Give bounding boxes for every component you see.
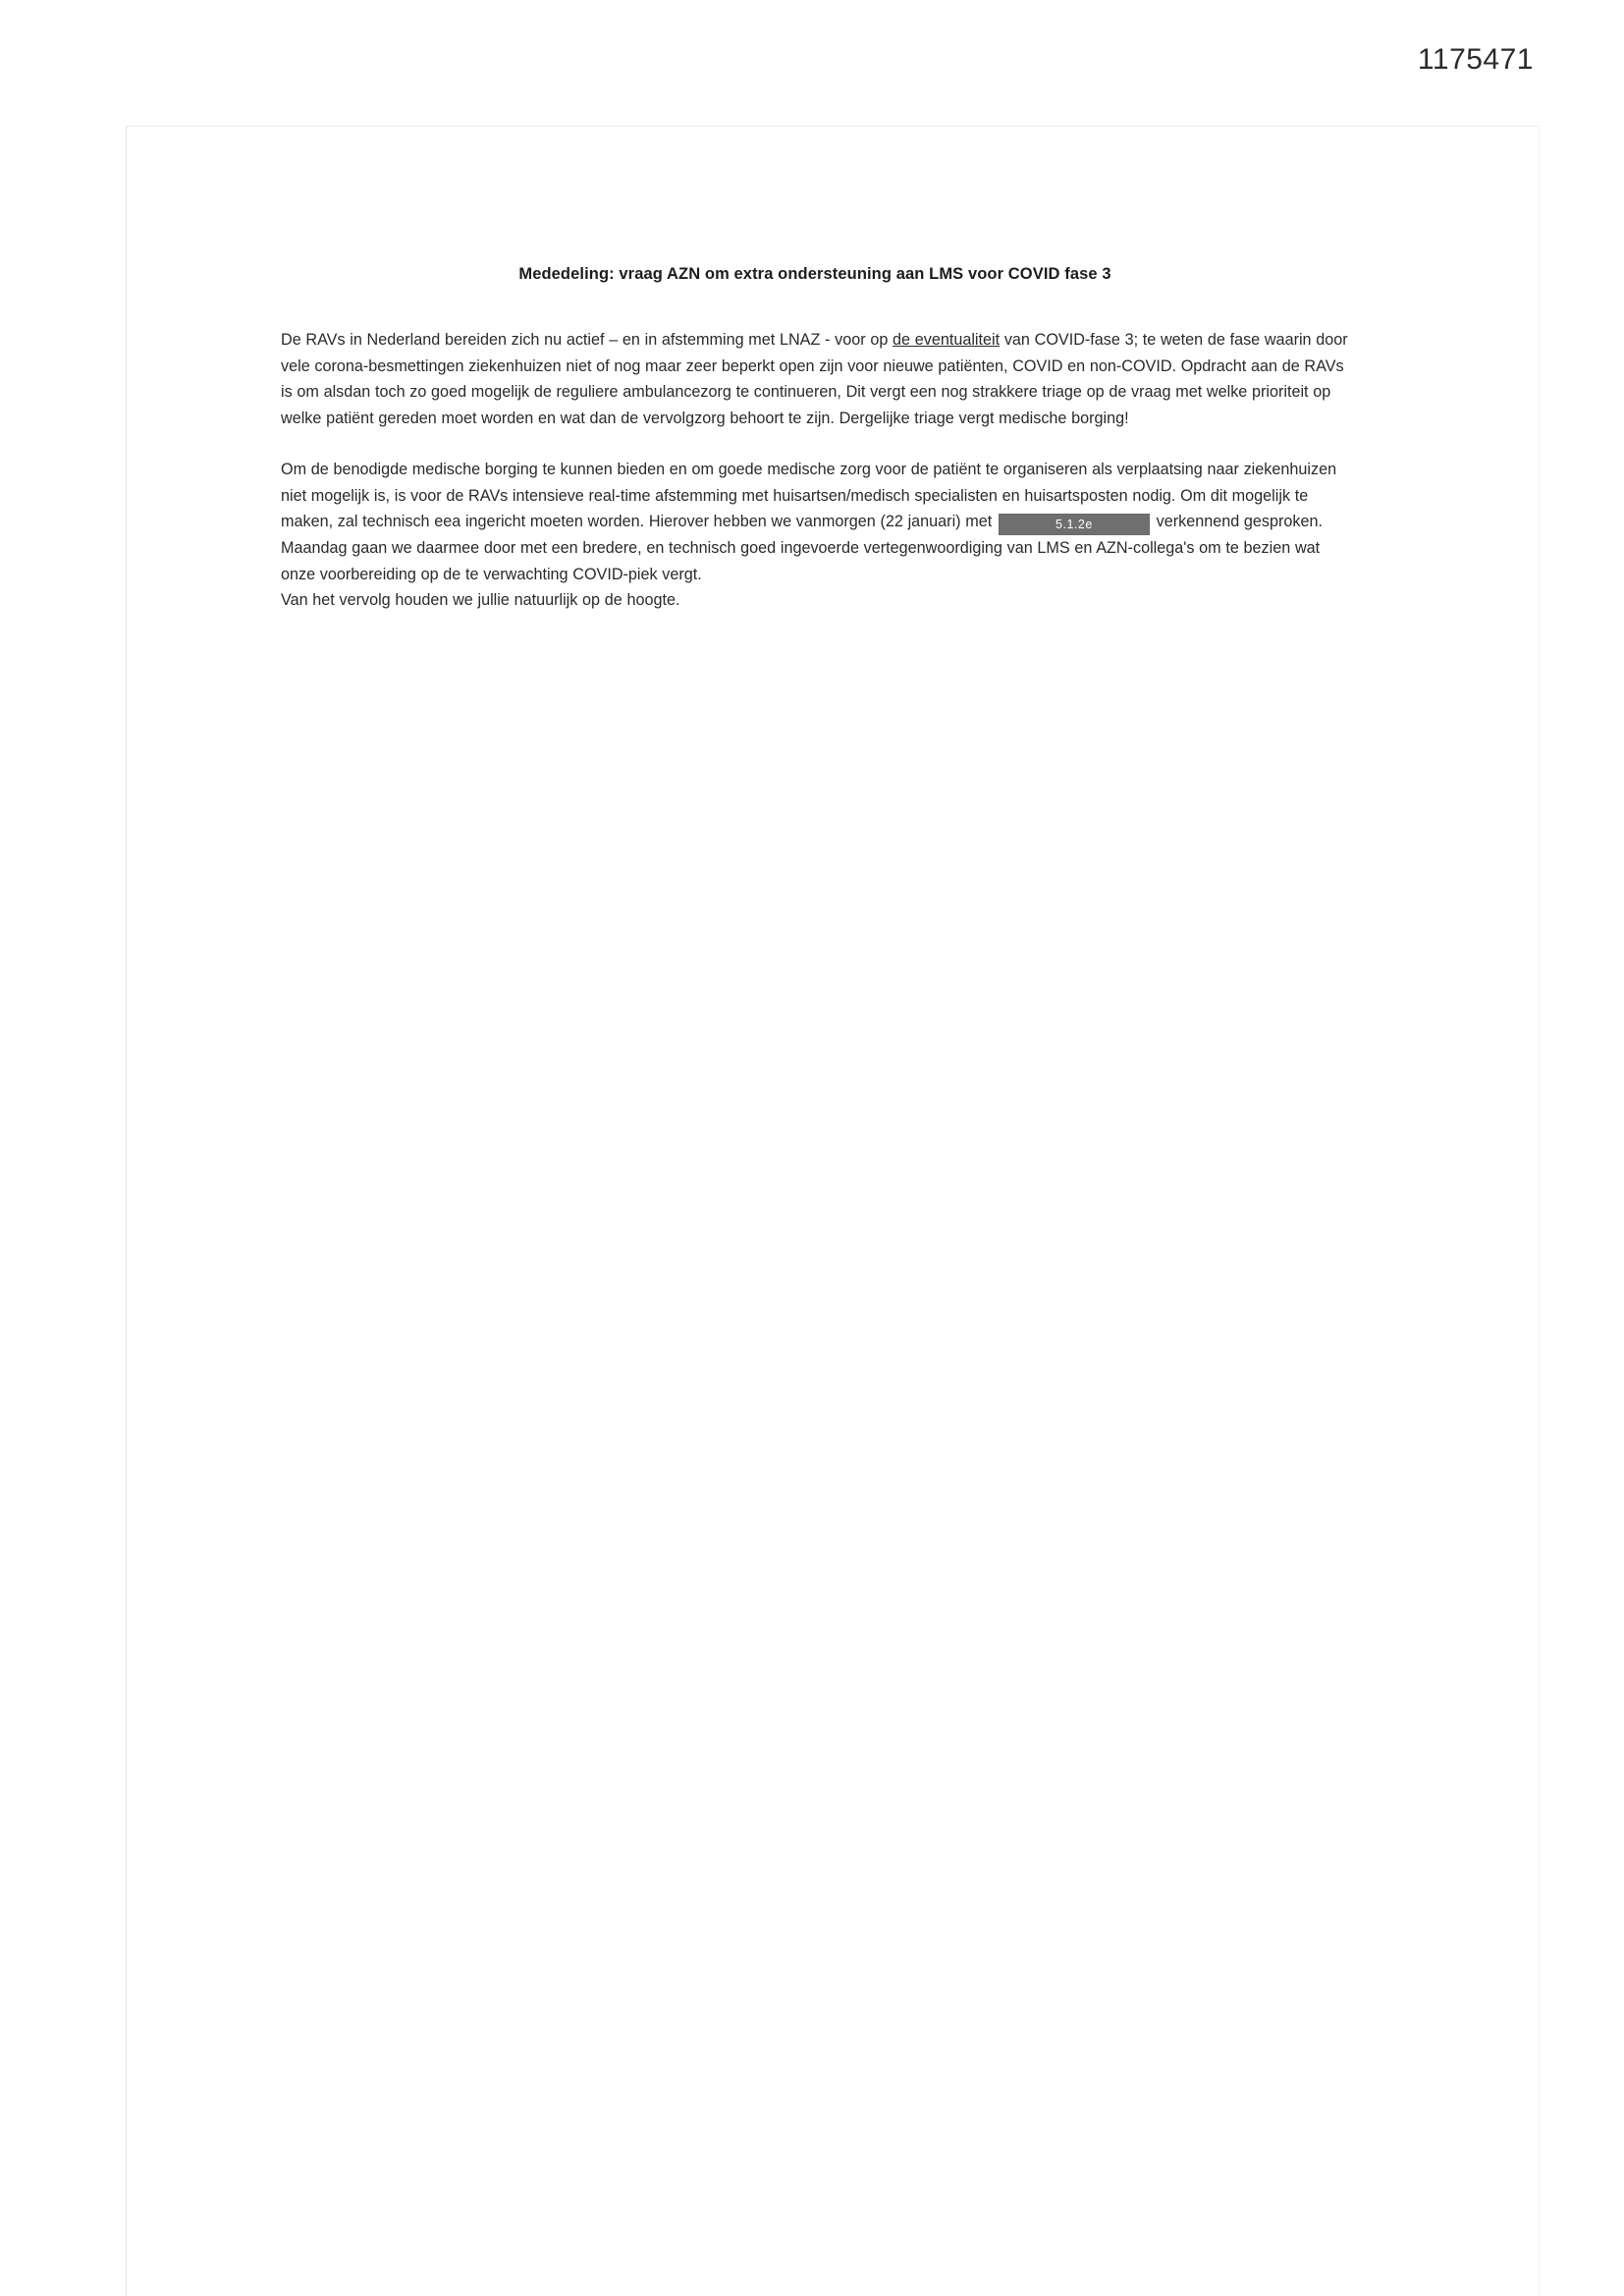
scan-edge-left [126, 126, 127, 2296]
scan-edge-top [126, 126, 1540, 127]
scan-edge-right [1539, 126, 1540, 2296]
paragraph-2-text-a: Om de benodigde medische borging te kunnen bieden en om goede medische zorg voor de patiënt te organiseren als verplaatsing naar ziekenhuizen niet mogelijk is, is voor de RAVs intensieve real-time afstemming met huisartsen/medisch specialisten en huisartsposten nodig. Om dit mogelijk te maken, zal technisch eea ingericht moeten worden. Hierover hebben we vanmorgen (22 januari) met [281, 461, 1337, 530]
document-number: 1175471 [1417, 43, 1534, 76]
paragraph-2-text-b: verkennend gesproken. Maandag gaan we daarmee door met een bredere, en technisch goed ingevoerde vertegenwoordiging van LMS en AZN-collega's om te bezien wat onze voorbereiding op de te verwachting COVID-piek vergt. [281, 513, 1324, 583]
paragraph-1-underlined-phrase: de eventualiteit [893, 331, 1001, 349]
paragraph-1 [281, 327, 1349, 431]
paragraph-2 [281, 457, 1349, 587]
document-title: Mededeling: vraag AZN om extra ondersteuning aan LMS voor COVID fase 3 [518, 265, 1111, 283]
redaction-box: 5.1.2e [999, 514, 1150, 535]
paragraph-1-text-a: De RAVs in Nederland bereiden zich nu actief – en in afstemming met LNAZ - voor op [281, 331, 893, 349]
paragraph-3: Van het vervolg houden we jullie natuurlijk op de hoogte. [281, 591, 680, 609]
paragraph-1-text-b: van COVID-fase 3; te weten de fase waarin door vele corona-besmettingen ziekenhuizen niet of nog maar zeer beperkt open zijn voor nieuwe patiënten, COVID en non-COVID. Opdracht aan de RAVs is om alsdan toch zo goed mogelijk de reguliere ambulancezorg te continueren, Dit vergt een nog strakkere triage op de vraag met welke prioriteit op welke patiënt gereden moet worden en wat dan de vervolgzorg behoort te zijn. Dergelijke triage vergt medische borging! [281, 331, 1348, 427]
document-body [281, 265, 1349, 614]
